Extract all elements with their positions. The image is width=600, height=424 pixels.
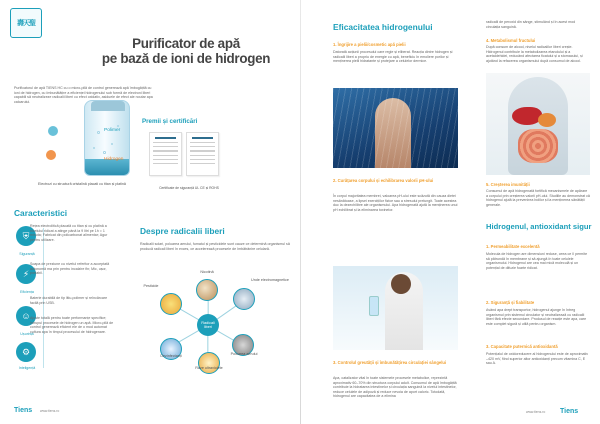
bottle-caption: Electrozi cu structură cristalină placati cu titan și platină xyxy=(38,182,126,186)
characteristic-label: Inteligență xyxy=(18,366,36,370)
bubble xyxy=(93,147,95,149)
characteristic-text: Baterie durabilă de tip litiu-polimer și reîncărcare facilă prin USB. xyxy=(30,296,108,305)
characteristic-label: Eficiența xyxy=(20,290,34,294)
section-3-text: Apa, catalizator vital în toate sistemele procesele metabolice, reprezintă aproximativ 60–70% din structura corpului adult. Consumul de apă îmbogățită contribuie la hidratarea intestinelor și circulația sanguină la nivelul intestinelor, reduce celulele de adipoză și reduce nevoia de aport caloric. Totodată, hidrogenul are capacitatea de a elimina xyxy=(333,376,457,399)
certificates-caption: Certificate de siguranță UL CE și ROHS xyxy=(159,186,219,190)
section-5-text: Consumul de apă hidrogenată fortifică mecanismele de apărare a corpului prin creșterea valorii pH-ului. Studiile au demonstrat că hidrogenul ajută la prevenirea bolilor și la menținerea sănătății generale. xyxy=(486,189,590,207)
shield-icon: ⛨ xyxy=(16,226,36,246)
section-2-title: 2. Curățarea corpului și echilibrarea valorii pH-ului xyxy=(333,178,434,183)
antioxidant-title: Hidrogenul, antioxidant sigur xyxy=(486,222,592,231)
characteristics-list xyxy=(0,224,140,374)
shower-photo xyxy=(333,88,458,168)
certificate-image xyxy=(186,132,219,176)
characteristics-title: Caracteristici xyxy=(14,208,68,218)
pesticide-image xyxy=(160,293,182,315)
logo-glyph: 壽天聖 xyxy=(17,20,35,27)
uv-rays-image xyxy=(198,352,220,374)
intro-paragraph: Purificatorul de apă TIENS HC cu o micro-pilă de control generează apă îmbogățită cu ioni de hidrogen, cu îmbunătățire a eficienței hidrogenului sub formă de electroni liberi capabili să neutralizeze radicalii liberi cu efect oxidativ, asiduele de efect ale noutar apa calcarului. xyxy=(14,86,153,104)
premium-title: Premii și certificări xyxy=(142,118,198,125)
bottle-cap xyxy=(91,101,125,111)
bubble xyxy=(97,131,100,134)
source-label: Dezinfectanți xyxy=(160,354,182,358)
brand-name: Tiens xyxy=(560,408,579,415)
bubble xyxy=(117,125,119,127)
brand-logo xyxy=(10,8,42,38)
source-label: Pesticide xyxy=(143,284,159,288)
property-3-title: 3. Capacitate puternică antioxidantă xyxy=(486,344,558,349)
section-3-title: 3. Controlul greutății și îmbunătățirea circulației sângelui xyxy=(333,360,447,365)
characteristic-label: Ușurință xyxy=(20,332,34,336)
continued-text: radicalii de peroxid din sânge, stimulând și în acest mod circulația sanguină. xyxy=(486,20,576,29)
hydrogen-molecule xyxy=(46,150,56,160)
section-4-text: După consum de alcool, nivelul radicalilor liberi crește. Hidrogenul contribuie la metabolizarea etanolului și a acetaldehidei, reducând afectarea ficatului și a stomacului, și ajutând la refacerea organismului după consumul de alcool. xyxy=(486,45,583,63)
website-url: www.tiens.ro xyxy=(40,409,60,413)
nicotine-image xyxy=(196,279,218,301)
electromagnetic-image xyxy=(233,288,255,310)
property-1-title: 1. Permeabilitate excelentă xyxy=(486,244,540,249)
title-line-1: Purificator de apă xyxy=(132,36,240,51)
title-line-2: pe bază de ioni de hidrogen xyxy=(101,51,271,66)
characteristic-text: Ajuste totală pentru toate performanțe specifice; întrupul procesele de hidrogen un apă. Micro-pilă de control generează eficient ele de o mod automat cultura apa în timpul procesului de hidrogenare. xyxy=(30,316,114,334)
bubble xyxy=(103,151,106,154)
source-label: Poluarea aerului xyxy=(230,352,258,356)
radicals-title: Despre radicalii liberi xyxy=(140,226,225,236)
page-fold xyxy=(300,0,301,424)
bubble xyxy=(111,143,113,145)
digestive-system-illustration xyxy=(486,73,590,175)
characteristic-text: Soapa de preziune cu nivelul referitor a acceptată autonomă ma prin pentru incalzire fin; Mic, ușor, portabil. xyxy=(30,262,110,276)
brand-name: Tiens xyxy=(14,407,33,414)
gear-icon: ⚙ xyxy=(16,342,36,362)
source-label: Nicotină xyxy=(200,270,214,274)
lightning-icon: ⚡ xyxy=(16,264,36,284)
section-5-title: 5. Creșterea imunității xyxy=(486,182,530,187)
polymer-label: Polimer xyxy=(104,128,121,133)
hydrogen-label: Hidrogen xyxy=(104,157,124,162)
drinking-water-photo xyxy=(333,266,458,350)
source-label: Raze ultraviolete xyxy=(195,366,223,370)
section-2-text: În corpul majoritatea membrei, valoarea pH-ului este scăzută din cauza dietei nesănătoase, a lipsei exercițiilor fizice sau a stresului prelungit. Toate acestea duc la dezechilibre ale organismului. Apa hidrogenată ajută la menținerea unui pH echilibrat și la eliminarea toxinelor. xyxy=(333,194,458,212)
source-label: Unde electromagnetice xyxy=(251,278,289,282)
property-3-text: Potențialul de oxidoreducere al hidrogenului este de aproximativ –420 mV, fiind superior altor antioxidanți precum vitamina C, E sau A. xyxy=(486,352,589,366)
polymer-molecule xyxy=(48,126,58,136)
characteristic-text: Rețea electrolitică placată cu titan și cu platină a nivelului ridicat a atinge până la 9 litri pe 1h = 1 minuta; Fabricat din policarbonat alimentar; Agur pentru utilizare. xyxy=(30,224,108,242)
property-1-text: Molecula de hidrogen are dimensiuni reduse, ceea ce îi permite să pătrundă în membrane și să ajungă în toate celulele organismului. Hidrogenul are cea mai mică moleculă și un potențial de difuzie foarte ridicat. xyxy=(486,252,588,270)
water-bottle-image xyxy=(84,100,130,176)
smile-icon: ☺ xyxy=(16,306,36,326)
website-url: www.tiens.ro xyxy=(526,410,546,414)
efficiency-title: Eficacitatea hidrogenului xyxy=(333,22,433,32)
page-title xyxy=(86,36,286,66)
property-2-text: Având apa drept transportor, hidrogenul ajunge în întreg organismul prin sistemul circulator și neutralizează cu radicalii liberi fără efecte secundare. Produsul de reacție este apa, care este complet sigură și utilă pentru organism. xyxy=(486,308,587,326)
section-1-text: Datorată acțiunii procesului care regle și eliberat. Reacția dintre hidrogen și radicalii liberi a propriu de energie cu apă, beneficiu în emoliere porilor și menținerea pielii hidratante și protejare a celulelor dermice. xyxy=(333,50,453,64)
radicals-center: Radicali liberi xyxy=(197,314,219,336)
characteristic-label: Siguranță xyxy=(19,252,35,256)
property-2-title: 2. Siguranță și fiabilitate xyxy=(486,300,535,305)
section-1-title: 1. Îngrijire a pielii/cosmetic apă pielii xyxy=(333,42,406,47)
section-4-title: 4. Metabolismul fructului xyxy=(486,38,536,43)
radicals-text: Radicalii solari, poluarea aerului, fumatul și pesticidele sunt cauze ce determină organismul să producă radicali liberi în exces, ce accelerează procesele de îmbătrânire celulară. xyxy=(140,242,290,251)
certificate-image xyxy=(149,132,182,176)
